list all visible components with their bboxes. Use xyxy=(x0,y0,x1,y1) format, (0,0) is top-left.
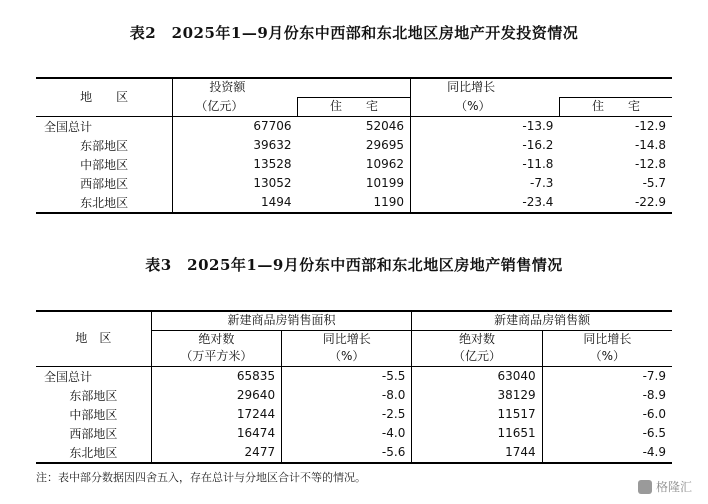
growth-cell: -13.9 xyxy=(411,116,560,136)
area-cell: 17244 xyxy=(151,405,281,424)
sales-growth-header: 同比增长 xyxy=(542,330,672,348)
area-growth-cell: -5.6 xyxy=(282,443,412,463)
area-growth-cell: -5.5 xyxy=(282,366,412,386)
table-row xyxy=(36,116,672,136)
investment-header: 投资额 xyxy=(173,78,411,97)
residential-cell: 1190 xyxy=(298,193,411,213)
sales-unit: （亿元） xyxy=(412,348,542,366)
sales-growth-cell: -8.9 xyxy=(542,386,672,405)
area-cell: 2477 xyxy=(151,443,281,463)
growth-unit: （%） xyxy=(411,97,560,116)
table-row xyxy=(36,386,672,405)
area-group-header: 新建商品房销售面积 xyxy=(151,311,412,330)
region-cell: 西部地区 xyxy=(69,426,118,441)
region-cell: 全国总计 xyxy=(44,119,93,134)
growth-residential-cell: -22.9 xyxy=(559,193,672,213)
table-row xyxy=(36,155,672,174)
growth-residential-cell: -12.8 xyxy=(634,157,666,171)
region-cell: 中部地区 xyxy=(69,407,118,422)
table-row xyxy=(36,174,672,193)
region-cell: 东部地区 xyxy=(80,138,129,153)
sales-cell: 11651 xyxy=(412,424,542,443)
region-cell: 全国总计 xyxy=(44,369,93,384)
investment-cell: 13528 xyxy=(173,155,298,174)
growth-cell: -11.8 xyxy=(411,155,560,174)
investment-cell: 13052 xyxy=(173,174,298,193)
area-growth-cell: -4.0 xyxy=(282,424,412,443)
sales-growth-cell: -4.9 xyxy=(542,443,672,463)
table-row xyxy=(36,136,672,155)
sales-growth-cell: -7.9 xyxy=(542,366,672,386)
area-growth-header: 同比增长 xyxy=(282,330,412,348)
growth-residential-cell: -5.7 xyxy=(642,176,666,190)
region-cell: 中部地区 xyxy=(80,157,129,172)
residential-cell: 10199 xyxy=(365,176,405,190)
table-row xyxy=(36,443,672,463)
region-header: 地 区 xyxy=(36,311,151,366)
area-unit: （万平方米） xyxy=(151,348,281,366)
area-cell: 16474 xyxy=(151,424,281,443)
sales-growth-unit: （%） xyxy=(542,348,672,366)
table-row xyxy=(36,405,672,424)
table3-title: 表3 2025年1—9月份东中西部和东北地区房地产销售情况 xyxy=(145,256,563,274)
investment-table xyxy=(36,77,672,214)
region-cell: 东北地区 xyxy=(36,443,151,463)
growth-header: 同比增长 xyxy=(411,78,672,97)
investment-cell: 67706 xyxy=(173,116,298,136)
residential-cell: 29695 xyxy=(365,138,405,152)
growth-residential-cell: -14.8 xyxy=(634,138,666,152)
investment-cell: 39632 xyxy=(173,136,298,155)
residential-cell: 10962 xyxy=(365,157,405,171)
table-row xyxy=(36,424,672,443)
sales-cell: 63040 xyxy=(412,366,542,386)
area-cell: 29640 xyxy=(151,386,281,405)
table-row xyxy=(36,193,672,213)
sales-cell: 1744 xyxy=(412,443,542,463)
sales-growth-cell: -6.5 xyxy=(542,424,672,443)
area-abs-header: 绝对数 xyxy=(151,330,281,348)
growth-residential-cell: -12.9 xyxy=(634,119,666,133)
growth-cell: -7.3 xyxy=(411,174,560,193)
sales-growth-cell: -6.0 xyxy=(542,405,672,424)
region-cell: 东北地区 xyxy=(36,193,173,213)
sales-cell: 11517 xyxy=(412,405,542,424)
growth-cell: -16.2 xyxy=(411,136,560,155)
sales-cell: 38129 xyxy=(412,386,542,405)
sales-group-header: 新建商品房销售额 xyxy=(412,311,672,330)
table2-title: 表2 2025年1—9月份东中西部和东北地区房地产开发投资情况 xyxy=(129,24,579,42)
residential-cell: 52046 xyxy=(365,119,405,133)
footnote: 注：表中部分数据因四舍五入，存在总计与分地区合计不等的情况。 xyxy=(36,471,366,484)
sales-abs-header: 绝对数 xyxy=(412,330,542,348)
watermark xyxy=(638,478,692,495)
investment-unit: （亿元） xyxy=(173,97,298,116)
watermark-text: 格隆汇 xyxy=(655,480,692,494)
residential-header: 住 宅 xyxy=(298,97,411,116)
region-cell: 西部地区 xyxy=(80,176,129,191)
area-growth-cell: -8.0 xyxy=(282,386,412,405)
area-cell: 65835 xyxy=(151,366,281,386)
investment-cell: 1494 xyxy=(173,193,298,213)
region-header: 地 区 xyxy=(36,78,173,116)
watermark-logo-icon xyxy=(638,480,652,494)
growth-cell: -23.4 xyxy=(411,193,560,213)
sales-table xyxy=(36,310,672,464)
growth-residential-header: 住 宅 xyxy=(559,97,672,116)
region-cell: 东部地区 xyxy=(69,388,118,403)
area-growth-unit: （%） xyxy=(282,348,412,366)
table-row xyxy=(36,366,672,386)
area-growth-cell: -2.5 xyxy=(282,405,412,424)
